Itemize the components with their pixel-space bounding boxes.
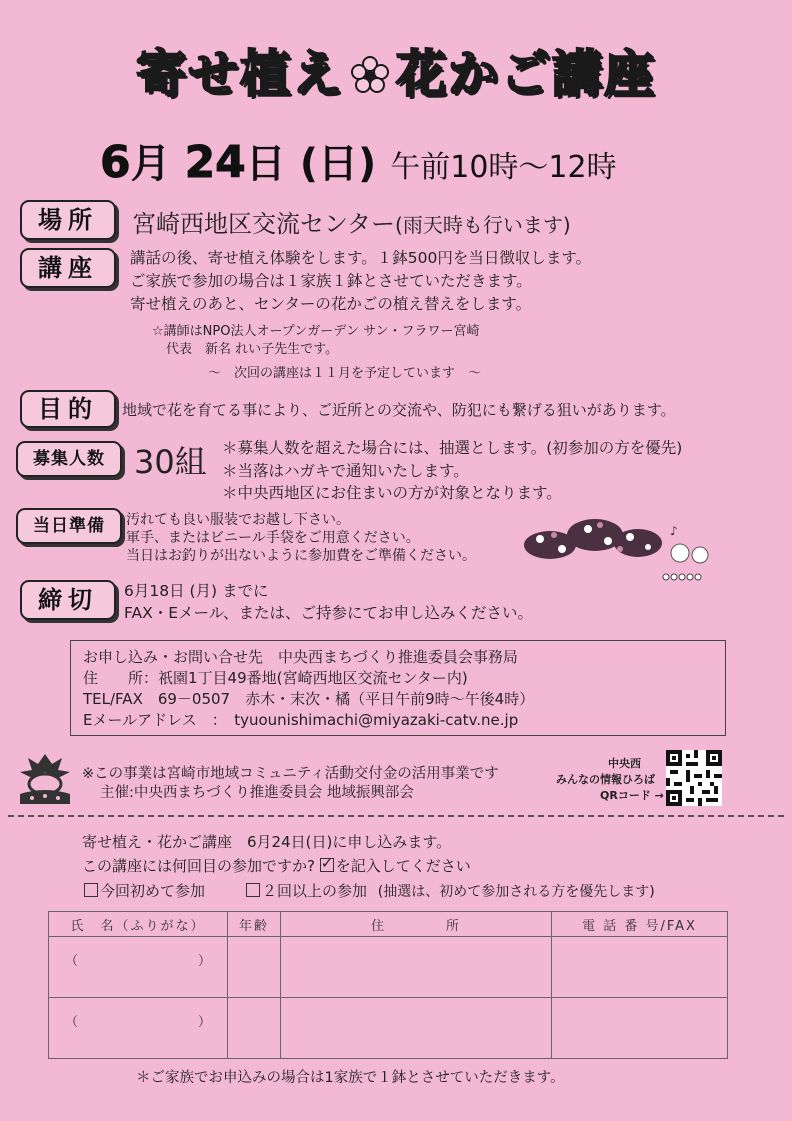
deadline-line-2: FAX・Eメール、または、ご持参にてお申し込みください。	[124, 604, 533, 622]
col-age: 年齢	[228, 912, 281, 937]
col-name: 氏 名（ふりがな）	[49, 912, 228, 937]
age-cell[interactable]	[228, 937, 281, 998]
form-question-text: この講座には何回目の参加ですか?	[82, 857, 315, 875]
recruit-line-1: ＊募集人数を超えた場合には、抽選とします。(初参加の方を優先)	[222, 439, 683, 457]
prep-line-3: 当日はお釣りが出ないように参加費をご準備ください。	[126, 548, 476, 564]
qr-label-3: QRコード →	[600, 789, 664, 802]
checkbox-repeat[interactable]	[246, 883, 260, 897]
svg-text:♪: ♪	[670, 524, 678, 538]
flower-basket-illustration	[520, 505, 720, 589]
date-time: 午前10時～12時	[390, 150, 617, 185]
check-sample-icon	[320, 858, 334, 872]
contact-line-2: 住 所：祇園1丁目49番地(宮崎西地区交流センター内)	[83, 669, 468, 687]
date-weekday: (日)	[299, 141, 377, 187]
organizer-note: 主催:中央西まちづくり推進委員会 地域振興部会	[100, 785, 414, 801]
qr-label-2: みんなの情報ひろば	[556, 773, 655, 786]
option-repeat[interactable]	[246, 880, 655, 901]
application-table	[48, 911, 728, 1059]
next-course-note: ～ 次回の講座は１１月を予定しています ～	[208, 366, 482, 381]
option-first-time-label: 今回初めて参加	[100, 882, 206, 900]
paren-close: ）	[197, 953, 211, 969]
table-row	[49, 998, 728, 1059]
form-question-tail: を記入してください	[335, 857, 471, 875]
funding-note: ※この事業は宮崎市地域コミュニティ活動交付金の活用事業です	[82, 766, 499, 782]
course-line-2: ご家族で参加の場合は１家族１鉢とさせていただきます。	[130, 272, 532, 290]
date-day: 24	[184, 137, 246, 188]
contact-line-3: TEL/FAX 69－0507 赤木・末次・橘（平日午前9時～午後4時）	[83, 690, 535, 708]
phone-cell[interactable]	[552, 937, 728, 998]
phone-cell[interactable]	[552, 998, 728, 1059]
name-cell[interactable]	[49, 998, 228, 1059]
contact-box	[70, 640, 726, 736]
form-apply-line: 寄せ植え・花かご講座 6月24日(日)に申し込みます。	[82, 833, 452, 851]
community-logo	[14, 750, 76, 814]
place-text	[132, 204, 571, 239]
paren-close: ）	[197, 1014, 211, 1030]
date-month-suffix: 月	[130, 141, 171, 187]
place-tag: 場所	[20, 200, 116, 240]
recruit-tag: 募集人数	[16, 441, 122, 477]
contact-email: Eメールアドレス ： tyuounishimachi@miyazaki-catv.ne.jp	[83, 711, 519, 729]
flower-icon	[350, 49, 390, 107]
contact-line-1: お申し込み・お問い合せ先 中央西まちづくり推進委員会事務局	[83, 648, 518, 666]
paren-open: （	[65, 953, 79, 969]
checkbox-first-time[interactable]	[84, 883, 98, 897]
recruit-line-2: ＊当落はハガキで通知いたします。	[222, 462, 469, 480]
col-address: 住 所	[281, 912, 552, 937]
address-cell[interactable]	[281, 937, 552, 998]
age-cell[interactable]	[228, 998, 281, 1059]
date-month: 6	[100, 137, 131, 188]
table-row	[49, 937, 728, 998]
prep-tag: 当日準備	[16, 508, 122, 544]
course-line-3: 寄せ植えのあと、センターの花かごの植え替えをします。	[130, 295, 532, 313]
option-first-time[interactable]	[84, 880, 205, 901]
cut-line	[8, 815, 784, 817]
qr-label-1: 中央西	[608, 757, 641, 770]
recruit-count: 30組	[134, 443, 207, 481]
deadline-line-1: 6月18日 (月) までに	[124, 582, 269, 600]
place-note: (雨天時も行います)	[395, 213, 571, 237]
option-repeat-label: ２回以上の参加	[262, 882, 368, 900]
instructor-line-1: ☆講師はNPO法人オープンガーデン サン・フラワー宮崎	[152, 324, 480, 339]
instructor-line-2: 代表 新名 れい子先生です。	[166, 342, 339, 357]
date-day-suffix: 日	[245, 141, 286, 187]
place-name: 宮崎西地区交流センター	[132, 210, 396, 238]
purpose-tag: 目的	[20, 390, 116, 428]
purpose-text: 地域で花を育てる事により、ご近所との交流や、防犯にも繋げる狙いがあります。	[122, 401, 676, 419]
paren-open: （	[65, 1014, 79, 1030]
recruit-line-3: ＊中央西地区にお住まいの方が対象となります。	[222, 484, 562, 502]
prep-line-2: 軍手、またはビニール手袋をご用意ください。	[126, 530, 420, 546]
col-phone: 電 話 番 号/FAX	[552, 912, 728, 937]
prep-line-1: 汚れても良い服装でお越し下さい。	[126, 512, 350, 528]
page-title	[0, 34, 792, 107]
form-question	[82, 855, 471, 876]
family-note: ＊ご家族でお申込みの場合は1家族で１鉢とさせていただきます。	[136, 1070, 565, 1086]
course-line-1: 講話の後、寄せ植え体験をします。１鉢500円を当日徴収します。	[130, 249, 592, 267]
course-tag: 講座	[20, 248, 116, 288]
table-header-row	[49, 912, 728, 937]
option-repeat-note: (抽選は、初めて参加される方を優先します)	[377, 884, 655, 900]
deadline-tag: 締切	[20, 580, 116, 620]
title-part1: 寄せ植え	[136, 45, 344, 103]
name-cell[interactable]	[49, 937, 228, 998]
qr-code[interactable]	[666, 750, 722, 810]
event-date	[100, 132, 617, 189]
address-cell[interactable]	[281, 998, 552, 1059]
title-part2: 花かご講座	[396, 45, 656, 103]
